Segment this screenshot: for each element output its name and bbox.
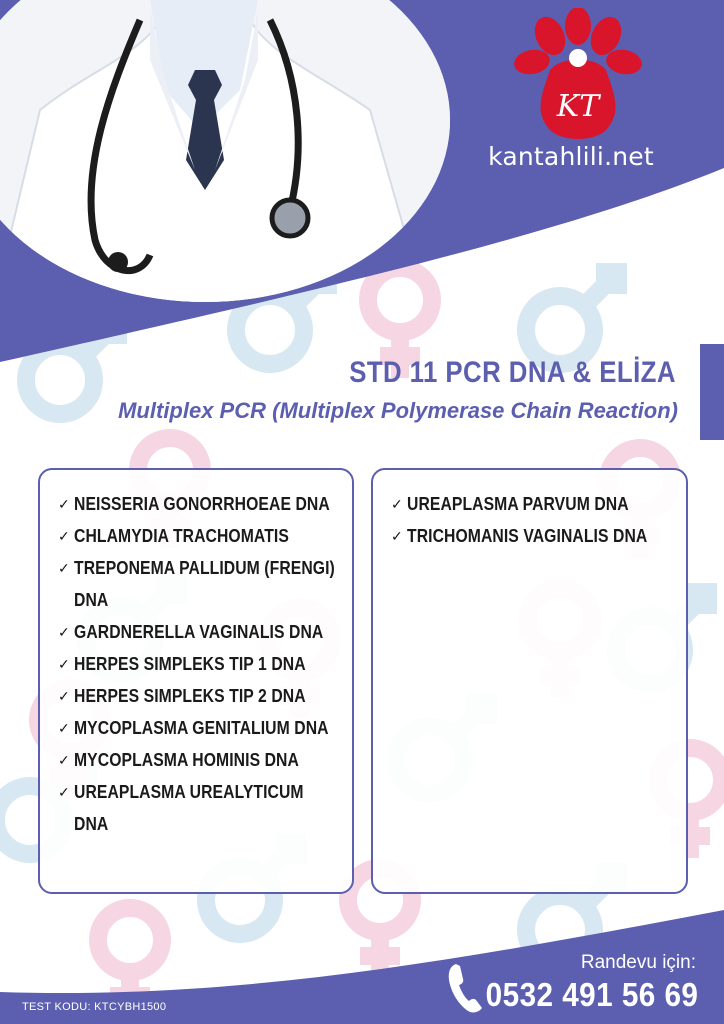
check-mark-icon: ✓ [58,784,70,800]
test-item [58,552,352,616]
check-mark-icon: ✓ [58,560,70,576]
side-accent-tab [700,344,724,440]
test-item-label: CHLAMYDIA TRACHOMATIS [74,525,289,546]
check-mark-icon: ✓ [391,496,403,512]
page-title: STD 11 PCR DNA & ELİZA [349,356,676,389]
logo-letters: KT [556,89,600,124]
test-item [58,776,352,840]
check-mark-icon: ✓ [58,752,70,768]
test-item [391,488,686,520]
check-mark-icon: ✓ [58,624,70,640]
check-mark-icon: ✓ [58,496,70,512]
test-item-label: HERPES SIMPLEKS TIP 2 DNA [74,685,306,706]
test-item-label: TREPONEMA PALLIDUM (FRENGI) DNA [74,557,335,610]
test-item-label: TRICHOMANIS VAGINALIS DNA [407,525,648,546]
appointment-prompt: Randevu için: [580,952,696,973]
check-mark-icon: ✓ [58,720,70,736]
phone-number[interactable]: 0532 491 56 69 [485,976,698,1013]
check-mark-icon: ✓ [58,688,70,704]
check-mark-icon: ✓ [58,528,70,544]
phone-handset-icon [446,962,484,1014]
test-item [391,520,686,552]
test-list-right [373,470,686,552]
test-item [58,680,352,712]
test-code: TEST KODU: KTCYBH1500 [22,1001,167,1013]
test-item-label: HERPES SIMPLEKS TIP 1 DNA [74,653,306,674]
test-item-label: MYCOPLASMA GENITALIUM DNA [74,717,329,738]
test-item [58,520,352,552]
test-list-card-left [38,468,354,894]
check-mark-icon: ✓ [391,528,403,544]
test-item [58,712,352,744]
test-item-label: NEISSERIA GONORRHOEAE DNA [74,493,330,514]
test-item-label: UREAPLASMA PARVUM DNA [407,493,629,514]
test-item [58,744,352,776]
test-item-label: UREAPLASMA UREALYTICUM DNA [74,781,304,834]
page-subtitle: Multiplex PCR (Multiplex Polymerase Chain Reaction) [118,398,678,423]
test-item [58,488,352,520]
test-list-card-right [371,468,688,894]
test-item [58,616,352,648]
test-item-label: MYCOPLASMA HOMINIS DNA [74,749,299,770]
test-item [58,648,352,680]
check-mark-icon: ✓ [58,656,70,672]
test-list-left [40,470,352,840]
test-item-label: GARDNERELLA VAGINALIS DNA [74,621,324,642]
brand-website[interactable]: kantahlili.net [488,142,654,171]
